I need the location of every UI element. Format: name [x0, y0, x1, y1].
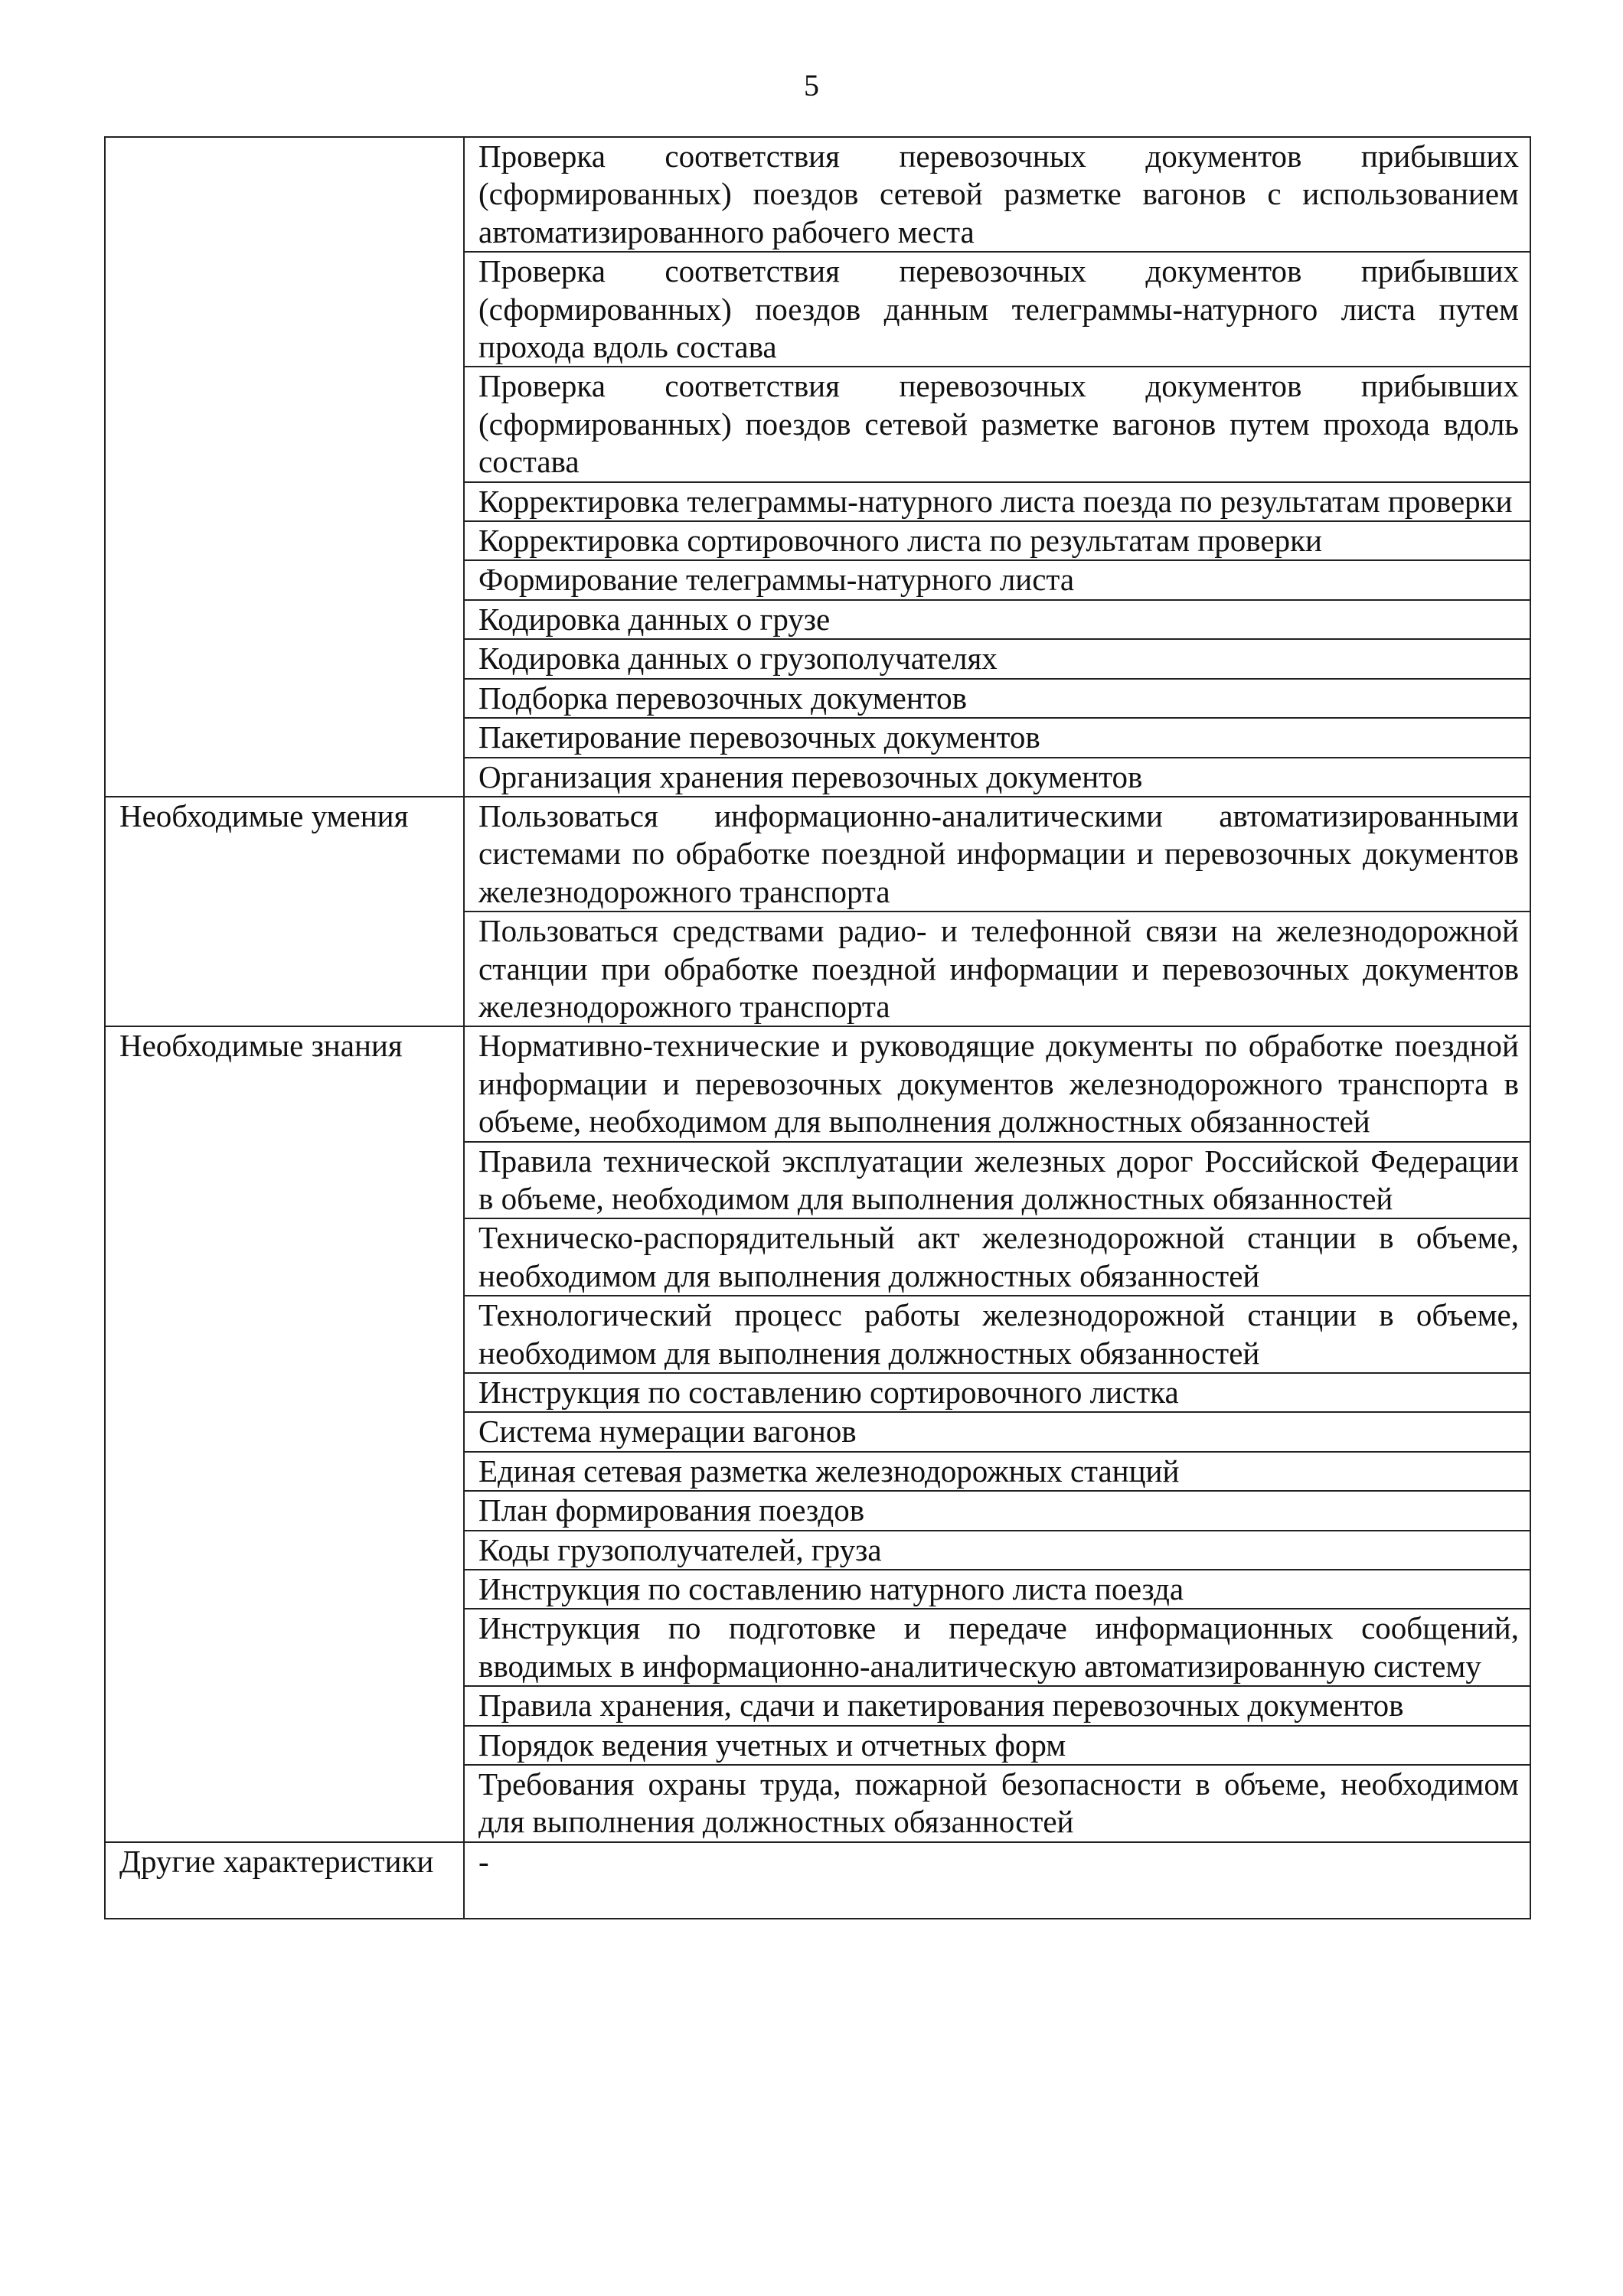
- table-cell: Проверка соответствия перевозочных документов прибывших (сформированных) поездов сетевой разметке вагонов с использованием автоматизированного рабочего места: [464, 137, 1530, 252]
- table-cell: Корректировка телеграммы-натурного листа поезда по результатам проверки: [464, 482, 1530, 521]
- table-cell: -: [464, 1842, 1530, 1919]
- table-cell: Технологический процесс работы железнодорожной станции в объеме, необходимом для выполнения должностных обязанностей: [464, 1296, 1530, 1373]
- table-cell: Правила хранения, сдачи и пакетирования перевозочных документов: [464, 1686, 1530, 1725]
- table-body: [105, 137, 1530, 1919]
- table-cell: Инструкция по составлению натурного листа поезда: [464, 1570, 1530, 1609]
- table-cell: Проверка соответствия перевозочных документов прибывших (сформированных) поездов данным телеграммы-натурного листа путем прохода вдоль состава: [464, 252, 1530, 367]
- table-cell: Проверка соответствия перевозочных документов прибывших (сформированных) поездов сетевой разметке вагонов путем прохода вдоль состава: [464, 367, 1530, 481]
- table-cell: Кодировка данных о грузополучателях: [464, 639, 1530, 678]
- table-cell: Требования охраны труда, пожарной безопасности в объеме, необходимом для выполнения должностных обязанностей: [464, 1765, 1530, 1842]
- table-cell: Пользоваться информационно-аналитическими автоматизированными системами по обработке поездной информации и перевозочных документов железнодорожного транспорта: [464, 797, 1530, 912]
- table-cell: Инструкция по подготовке и передаче информационных сообщений, вводимых в информационно-аналитическую автоматизированную систему: [464, 1609, 1530, 1686]
- table-cell: Система нумерации вагонов: [464, 1412, 1530, 1451]
- table-cell: Порядок ведения учетных и отчетных форм: [464, 1726, 1530, 1765]
- row-label: Другие характеристики: [105, 1842, 464, 1919]
- table-row: [105, 1842, 1530, 1919]
- row-label: Необходимые умения: [105, 797, 464, 1026]
- table-cell: Подборка перевозочных документов: [464, 679, 1530, 718]
- table-cell: Пакетирование перевозочных документов: [464, 718, 1530, 757]
- row-label: Необходимые знания: [105, 1026, 464, 1842]
- table-cell: Нормативно-технические и руководящие документы по обработке поездной информации и перевозочных документов железнодорожного транспорта в объеме, необходимом для выполнения должностных обязанностей: [464, 1026, 1530, 1141]
- table-cell: Формирование телеграммы-натурного листа: [464, 560, 1530, 599]
- table-cell: Пользоваться средствами радио- и телефонной связи на железнодорожной станции при обработке поездной информации и перевозочных документов железнодорожного транспорта: [464, 912, 1530, 1026]
- page-number: 5: [804, 68, 819, 103]
- table-cell: Инструкция по составлению сортировочного листка: [464, 1373, 1530, 1412]
- table-cell: План формирования поездов: [464, 1491, 1530, 1530]
- table-cell: Кодировка данных о грузе: [464, 600, 1530, 639]
- table-cell: Правила технической эксплуатации железных дорог Российской Федерации в объеме, необходимом для выполнения должностных обязанностей: [464, 1142, 1530, 1219]
- table-cell: Коды грузополучателей, груза: [464, 1531, 1530, 1570]
- table-row: [105, 797, 1530, 912]
- table-cell: Единая сетевая разметка железнодорожных станций: [464, 1452, 1530, 1491]
- table-row: [105, 1026, 1530, 1141]
- table-row: [105, 137, 1530, 252]
- table-cell: Корректировка сортировочного листа по результатам проверки: [464, 521, 1530, 560]
- row-label: [105, 137, 464, 797]
- job-description-table: [104, 136, 1531, 1919]
- table-cell: Техническо-распорядительный акт железнодорожной станции в объеме, необходимом для выполнения должностных обязанностей: [464, 1218, 1530, 1296]
- table-cell: Организация хранения перевозочных документов: [464, 758, 1530, 797]
